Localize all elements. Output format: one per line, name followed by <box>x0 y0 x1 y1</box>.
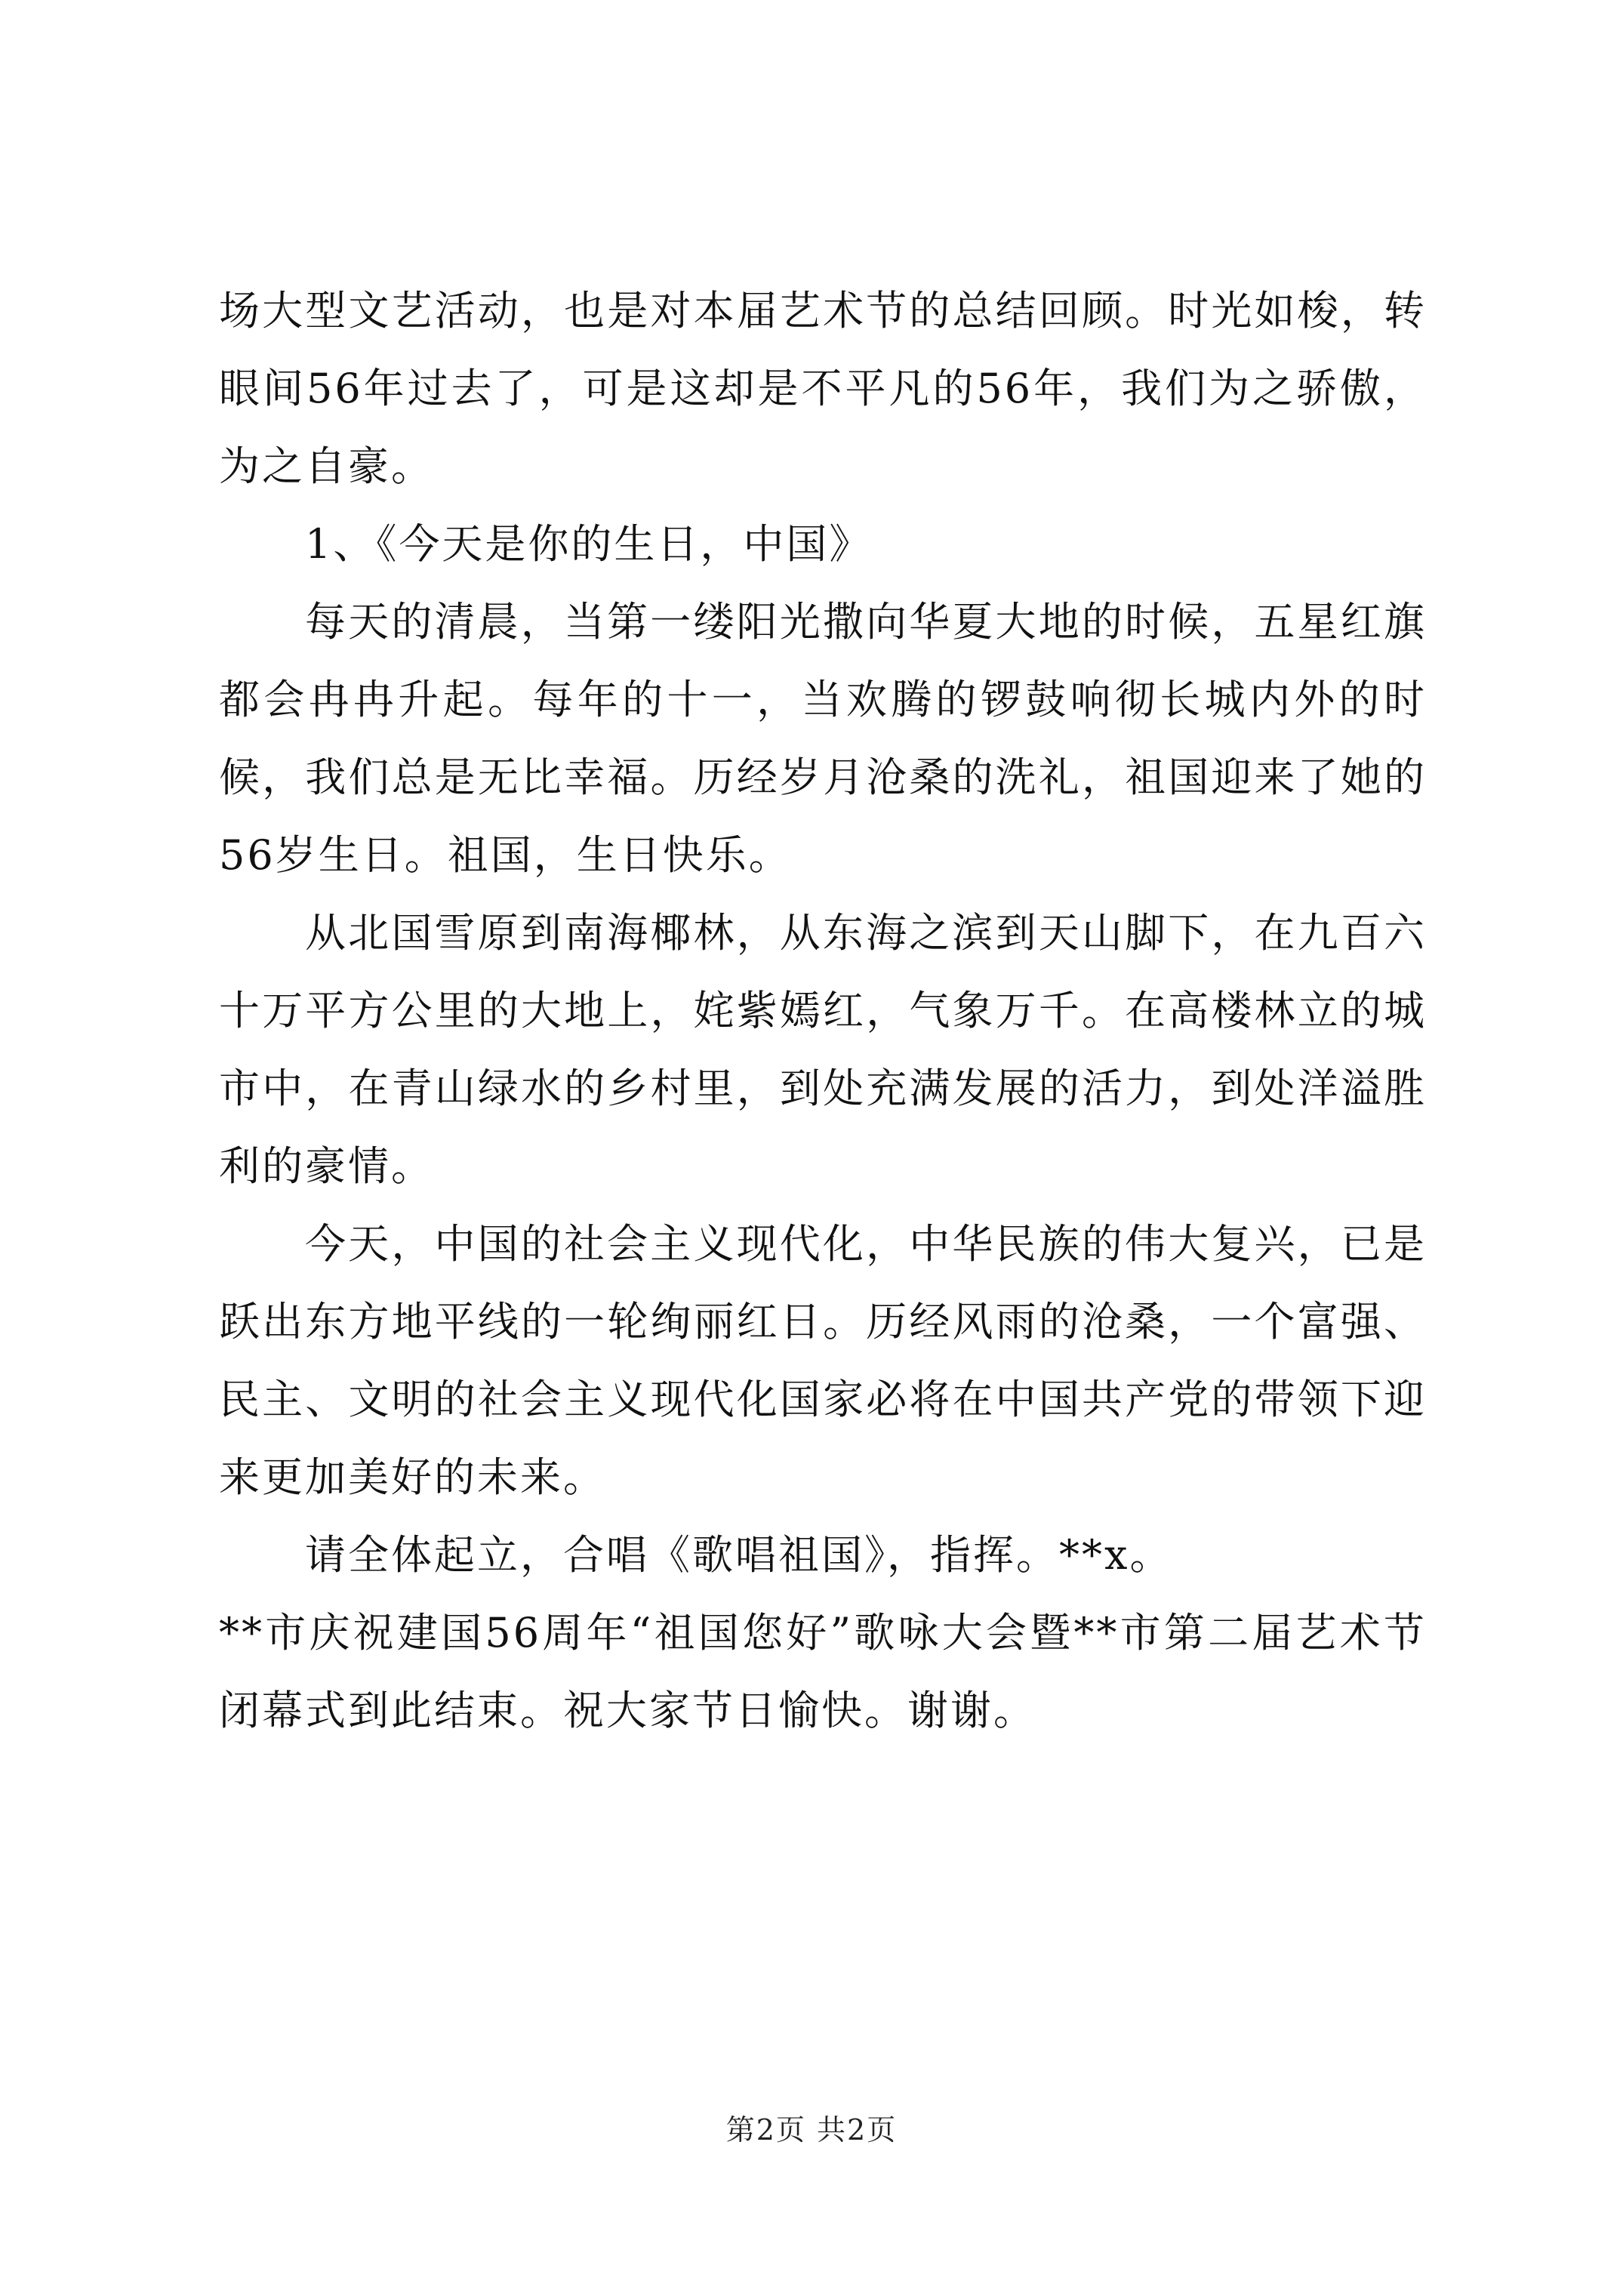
paragraph-chorus: 请全体起立，合唱《歌唱祖国》，指挥。**x。 <box>305 1531 1173 1579</box>
paragraph-continuation: 场大型文艺活动，也是对本届艺术节的总结回顾。时光如梭，转眼间56年过去了，可是这却是不平凡的56年，我们为之骄傲，为之自豪。 <box>219 287 1427 490</box>
paragraph-today: 今天，中国的社会主义现代化，中华民族的伟大复兴，已是跃出东方地平线的一轮绚丽红日。历经风雨的沧桑，一个富强、民主、文明的社会主义现代化国家必将在中国共产党的带领下迎来更加美好的未来。 <box>219 1220 1427 1501</box>
paragraph-landscape: 从北国雪原到南海椰林，从东海之滨到天山脚下，在九百六十万平方公里的大地上，姹紫嫣红，气象万千。在高楼林立的城市中，在青山绿水的乡村里，到处充满发展的活力，到处洋溢胜利的豪情。 <box>219 909 1427 1190</box>
page-footer: 第2页 共2页 <box>725 2113 898 2147</box>
document-body <box>219 272 1427 1749</box>
paragraph-morning: 每天的清晨，当第一缕阳光撒向华夏大地的时候，五星红旗都会冉冉升起。每年的十一，当欢腾的锣鼓响彻长城内外的时候，我们总是无比幸福。历经岁月沧桑的洗礼，祖国迎来了她的56岁生日。祖国，生日快乐。 <box>219 598 1427 879</box>
program-item-heading: 1、《今天是你的生日，中国》 <box>305 520 873 568</box>
paragraph-closing: **市庆祝建国56周年“祖国您好”歌咏大会暨**市第二届艺术节闭幕式到此结束。祝大家节日愉快。谢谢。 <box>219 1609 1427 1734</box>
